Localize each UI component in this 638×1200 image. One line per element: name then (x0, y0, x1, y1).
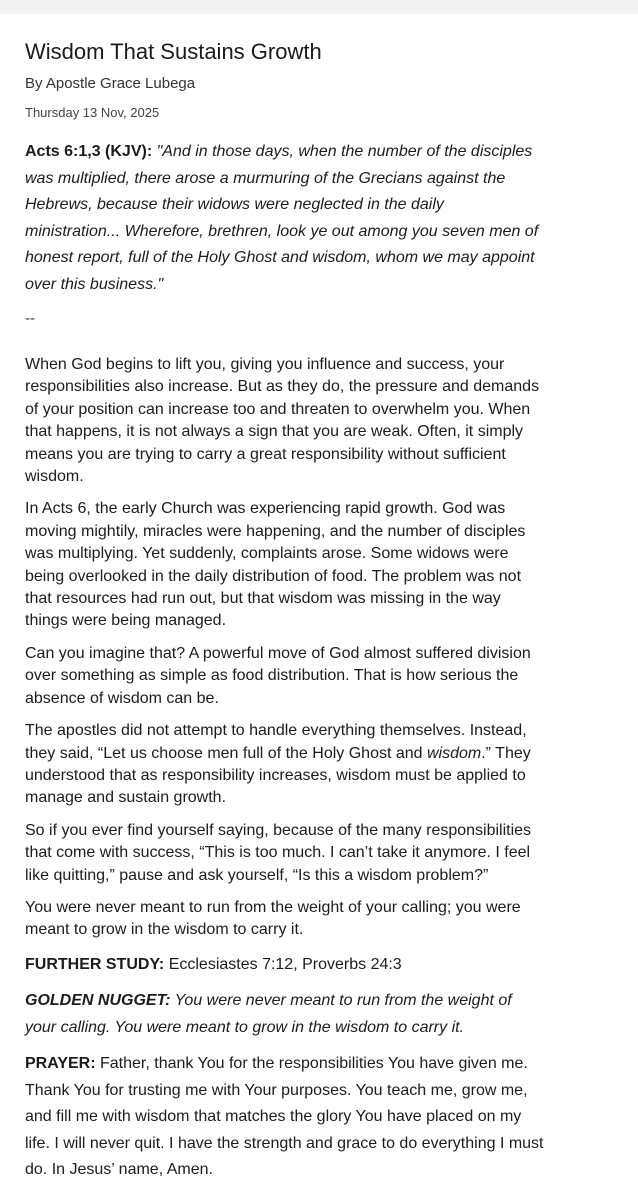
emphasis-wisdom: wisdom (427, 744, 482, 762)
paragraph-line: do. In Jesus’ name, Amen. (25, 1161, 213, 1179)
paragraph-line: life. I will never quit. I have the strength and grace to do everything I must (25, 1134, 544, 1152)
prayer (25, 1051, 625, 1184)
body-paragraph (25, 498, 625, 632)
devotional-article (25, 38, 625, 1194)
paragraph-line: that resources had run out, but that wisdom was missing in the way (25, 590, 501, 608)
paragraph-line: over something as simple as food distribution. That is how serious the (25, 667, 519, 685)
paragraph-line: was multiplying. Yet suddenly, complaints arose. Some widows were (25, 545, 509, 563)
paragraph-line: that happens, it is not always a sign that you are weak. Often, it simply (25, 423, 524, 441)
paragraph-line: When God begins to lift you, giving you influence and success, your (25, 356, 505, 373)
scripture-line: was multiplied, there arose a murmuring of the Grecians against the (25, 169, 506, 187)
paragraph-line: things were being managed. (25, 612, 227, 630)
paragraph-line: meant to grow in the wisdom to carry it. (25, 921, 304, 939)
paragraph-line: being overlooked in the daily distribution of food. The problem was not (25, 567, 522, 585)
paragraph-line: absence of wisdom can be. (25, 689, 219, 707)
scripture-reference: Acts 6:1,3 (KJV): (25, 143, 153, 160)
paragraph-line: and fill me with wisdom that matches the glory You have placed on my (25, 1108, 522, 1126)
paragraph-line: means you are trying to carry a great responsibility without sufficient (25, 445, 506, 463)
text: Father, thank You for the responsibilities You have given me. (95, 1055, 528, 1073)
golden-nugget-label: GOLDEN NUGGET: (25, 992, 171, 1010)
scripture-line: over this business." (25, 275, 164, 293)
paragraph-line: that come with success, “This is too much. I can’t take it anymore. I feel (25, 844, 531, 862)
body-paragraph (25, 643, 625, 710)
paragraph-line: like quitting,” pause and ask yourself, “Is this a wisdom problem?” (25, 866, 489, 884)
text: .” They (481, 744, 531, 762)
further-study-label: FURTHER STUDY: (25, 955, 165, 973)
further-study-references: Ecclesiastes 7:12, Proverbs 24:3 (164, 955, 402, 973)
body-paragraph (25, 820, 625, 887)
paragraph-line: your calling. You were meant to grow in the wisdom to carry it. (25, 1018, 465, 1036)
scripture-passage (25, 139, 625, 298)
paragraph-line: responsibilities also increase. But as they do, the pressure and demands (25, 378, 540, 396)
paragraph-line: of your position can increase too and threaten to overwhelm you. When (25, 400, 531, 418)
text: they said, “Let us choose men full of the Holy Ghost and (25, 744, 427, 762)
paragraph-line: The apostles did not attempt to handle everything themselves. Instead, (25, 722, 527, 740)
body-paragraph (25, 720, 625, 810)
further-study (25, 952, 625, 979)
text: You were never meant to run from the weight of (170, 992, 512, 1010)
paragraph-line: understood that as responsibility increases, wisdom must be applied to (25, 766, 526, 784)
paragraph-line: manage and sustain growth. (25, 789, 227, 807)
browser-top-bar (0, 0, 638, 14)
paragraph-line: wisdom. (25, 468, 84, 486)
body-paragraph (25, 897, 625, 942)
author-byline: By Apostle Grace Lubega (25, 75, 196, 92)
paragraph-line (25, 743, 625, 765)
paragraph-line: moving mightily, miracles were happening, and the number of disciples (25, 522, 526, 540)
scripture-line: honest report, full of the Holy Ghost and wisdom, whom we may appoint (25, 249, 535, 266)
prayer-label: PRAYER: (25, 1055, 96, 1073)
paragraph-line: You were never meant to run from the weight of your calling; you were (25, 898, 521, 916)
scripture-line: ministration... Wherefore, brethren, look ye out among you seven men of (25, 222, 539, 240)
separator: -- (25, 310, 35, 327)
paragraph-line: Can you imagine that? A powerful move of God almost suffered division (25, 644, 531, 662)
golden-nugget (25, 988, 625, 1041)
paragraph-line: In Acts 6, the early Church was experiencing rapid growth. God was (25, 500, 506, 518)
body-paragraph (25, 354, 625, 488)
paragraph-line: Thank You for trusting me with Your purposes. You teach me, grow me, (25, 1081, 528, 1099)
scripture-line: Hebrews, because their widows were neglected in the daily (25, 196, 444, 213)
paragraph-line: So if you ever find yourself saying, because of the many responsibilities (25, 821, 532, 839)
publish-date: Thursday 13 Nov, 2025 (25, 105, 160, 120)
page-title: Wisdom That Sustains Growth (25, 39, 322, 64)
scripture-line: Acts 6:1,3 (KJV): "And in those days, when the number of the disciples (25, 143, 533, 160)
